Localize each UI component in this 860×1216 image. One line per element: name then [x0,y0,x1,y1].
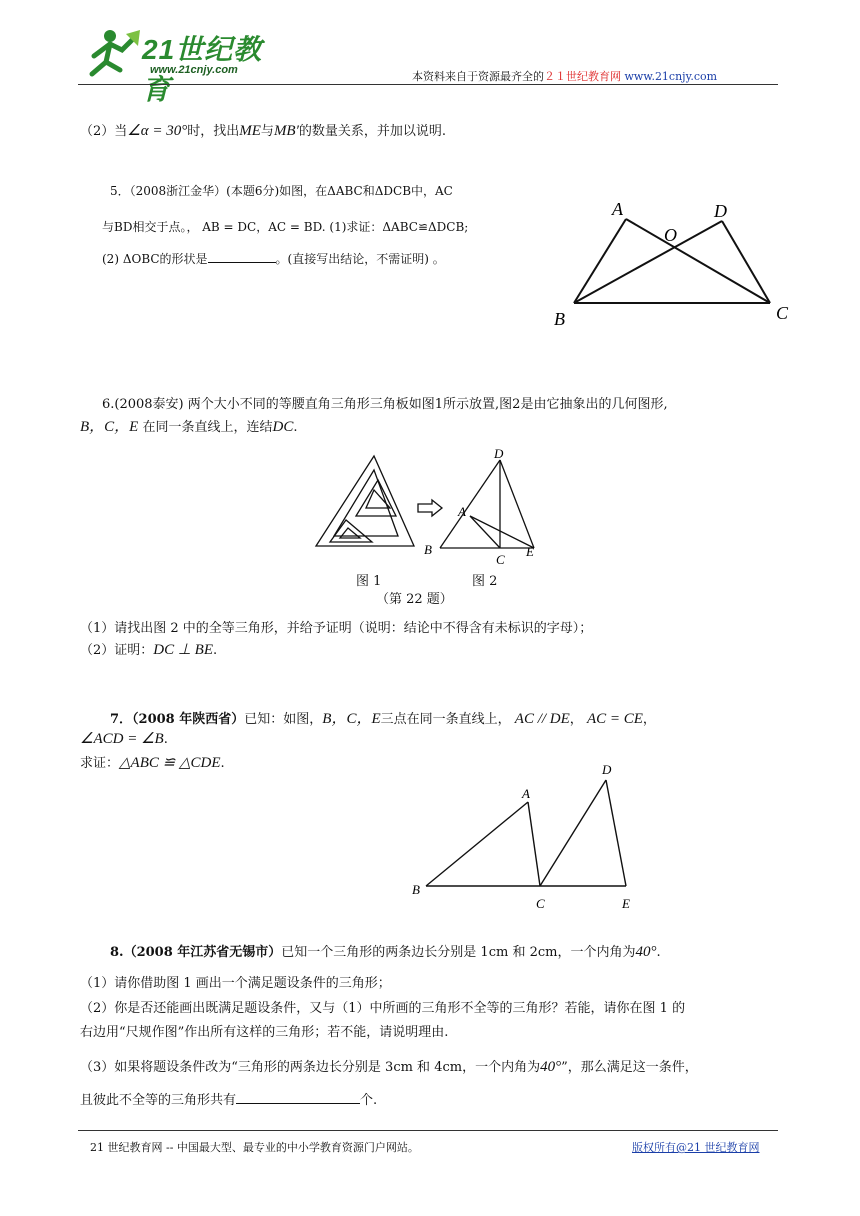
q6-label-d: D [494,446,504,461]
q8-answer-blank [236,1103,360,1104]
q7-label-c: C [536,896,545,911]
q5-segment-dc [722,221,770,303]
q6-fig1-caption: 图 1 [356,574,382,589]
q5-label-a: A [612,199,623,219]
q7-line3: 求证：△ABC ≌ △CDE. [80,755,225,771]
q8-part3-line1: （3）如果将题设条件改为“三角形的两条边长分别是 3cm 和 4cm，一个内角为40°”，那么满足这一条件， [80,1059,698,1075]
footer-text: 21 世纪教育网 -- 中国最大型、最专业的中小学教育资源门户网站。 [90,1141,419,1154]
q8-part2-line1: （2）你是否还能画出既满足题设条件，又与（1）中所画的三角形不全等的三角形？若能，请你在图 1 的 [80,1001,686,1016]
q5-line2: 与BD相交于点。， AB = DC，AC = BD. (1)求证：ΔABC≌ΔDCB; [102,220,469,234]
q6-fig-note: （第 22 题） [376,592,453,607]
header-site-name: ２１世纪教育网 [544,70,621,83]
q5-line3: (2) ΔOBC的形状是 。(直接写出结论，不需证明) 。 [102,252,445,266]
q7-label-e: E [622,896,630,911]
q6-label-e: E [526,544,534,559]
q8-part1: （1）请你借助图 1 画出一个满足题设条件的三角形； [80,976,391,991]
q6-label-a: A [458,504,466,519]
header-site-link[interactable]: www.21cnjy.com [624,70,718,83]
q6-line1: 6.(2008泰安) 两个大小不同的等腰直角三角形三角板如图1所示放置,图2是由它抽象出的几何图形, [102,397,668,412]
q6-figure-2 [420,444,550,572]
q6-label-c: C [496,552,505,567]
q7-line1: 7．（2008 年陕西省）已知：如图，B，C，E三点在同一条直线上， AC // DE， AC = CE， [110,711,656,727]
q8-part2-line2: 右边用“尺规作图”作出所有这样的三角形；若不能，请说明理由. [80,1025,449,1040]
q6-line2: B，C，E 在同一条直线上，连结DC. [80,419,298,435]
prev-question-part2: （2）当∠α = 30°时，找出ME与MB′的数量关系，并加以说明. [80,123,447,139]
q7-label-b: B [412,882,420,897]
footer-copyright-link[interactable]: 版权所有@21 世纪教育网 [632,1141,760,1154]
q5-segment-ab [574,219,626,303]
q5-line1: 5．（2008浙江金华）(本题6分)如图，在ΔABC和ΔDCB中，AC [110,184,453,198]
header-divider [78,84,778,85]
q6-label-b: B [424,542,432,557]
q5-label-o: O [664,225,677,245]
q8-part3-line2: 且彼此不全等的三角形共有 个. [80,1093,378,1108]
site-logo [80,22,290,105]
q5-figure [548,195,798,335]
q7-line2: ∠ACD = ∠B. [80,731,168,747]
q5-segment-ac [626,219,770,303]
q5-label-d: D [714,201,727,221]
q5-answer-blank [208,262,276,263]
q5-label-b: B [554,309,565,329]
q8-line1: 8.（2008 年江苏省无锡市）已知一个三角形的两条边长分别是 1cm 和 2cm，一个内角为40°. [110,944,661,960]
q6-fig2-caption: 图 2 [472,574,498,589]
q7-label-d: D [602,762,612,777]
q6-part2: （2）证明：DC ⊥ BE. [80,642,218,658]
q7-figure [406,760,646,916]
q6-figure-1 [310,450,420,552]
logo-title: 21世纪教育 [142,34,263,105]
footer-divider [78,1130,778,1131]
q5-label-c: C [776,303,789,323]
q7-label-a: A [522,786,530,801]
logo-url: www.21cnjy.com [150,64,238,76]
header-source: 本资料来自于资源最齐全的２１世纪教育网 www.21cnjy.com [412,70,718,83]
q6-part1: （1）请找出图 2 中的全等三角形，并给予证明（说明：结论中不得含有未标识的字母）； [80,621,593,636]
